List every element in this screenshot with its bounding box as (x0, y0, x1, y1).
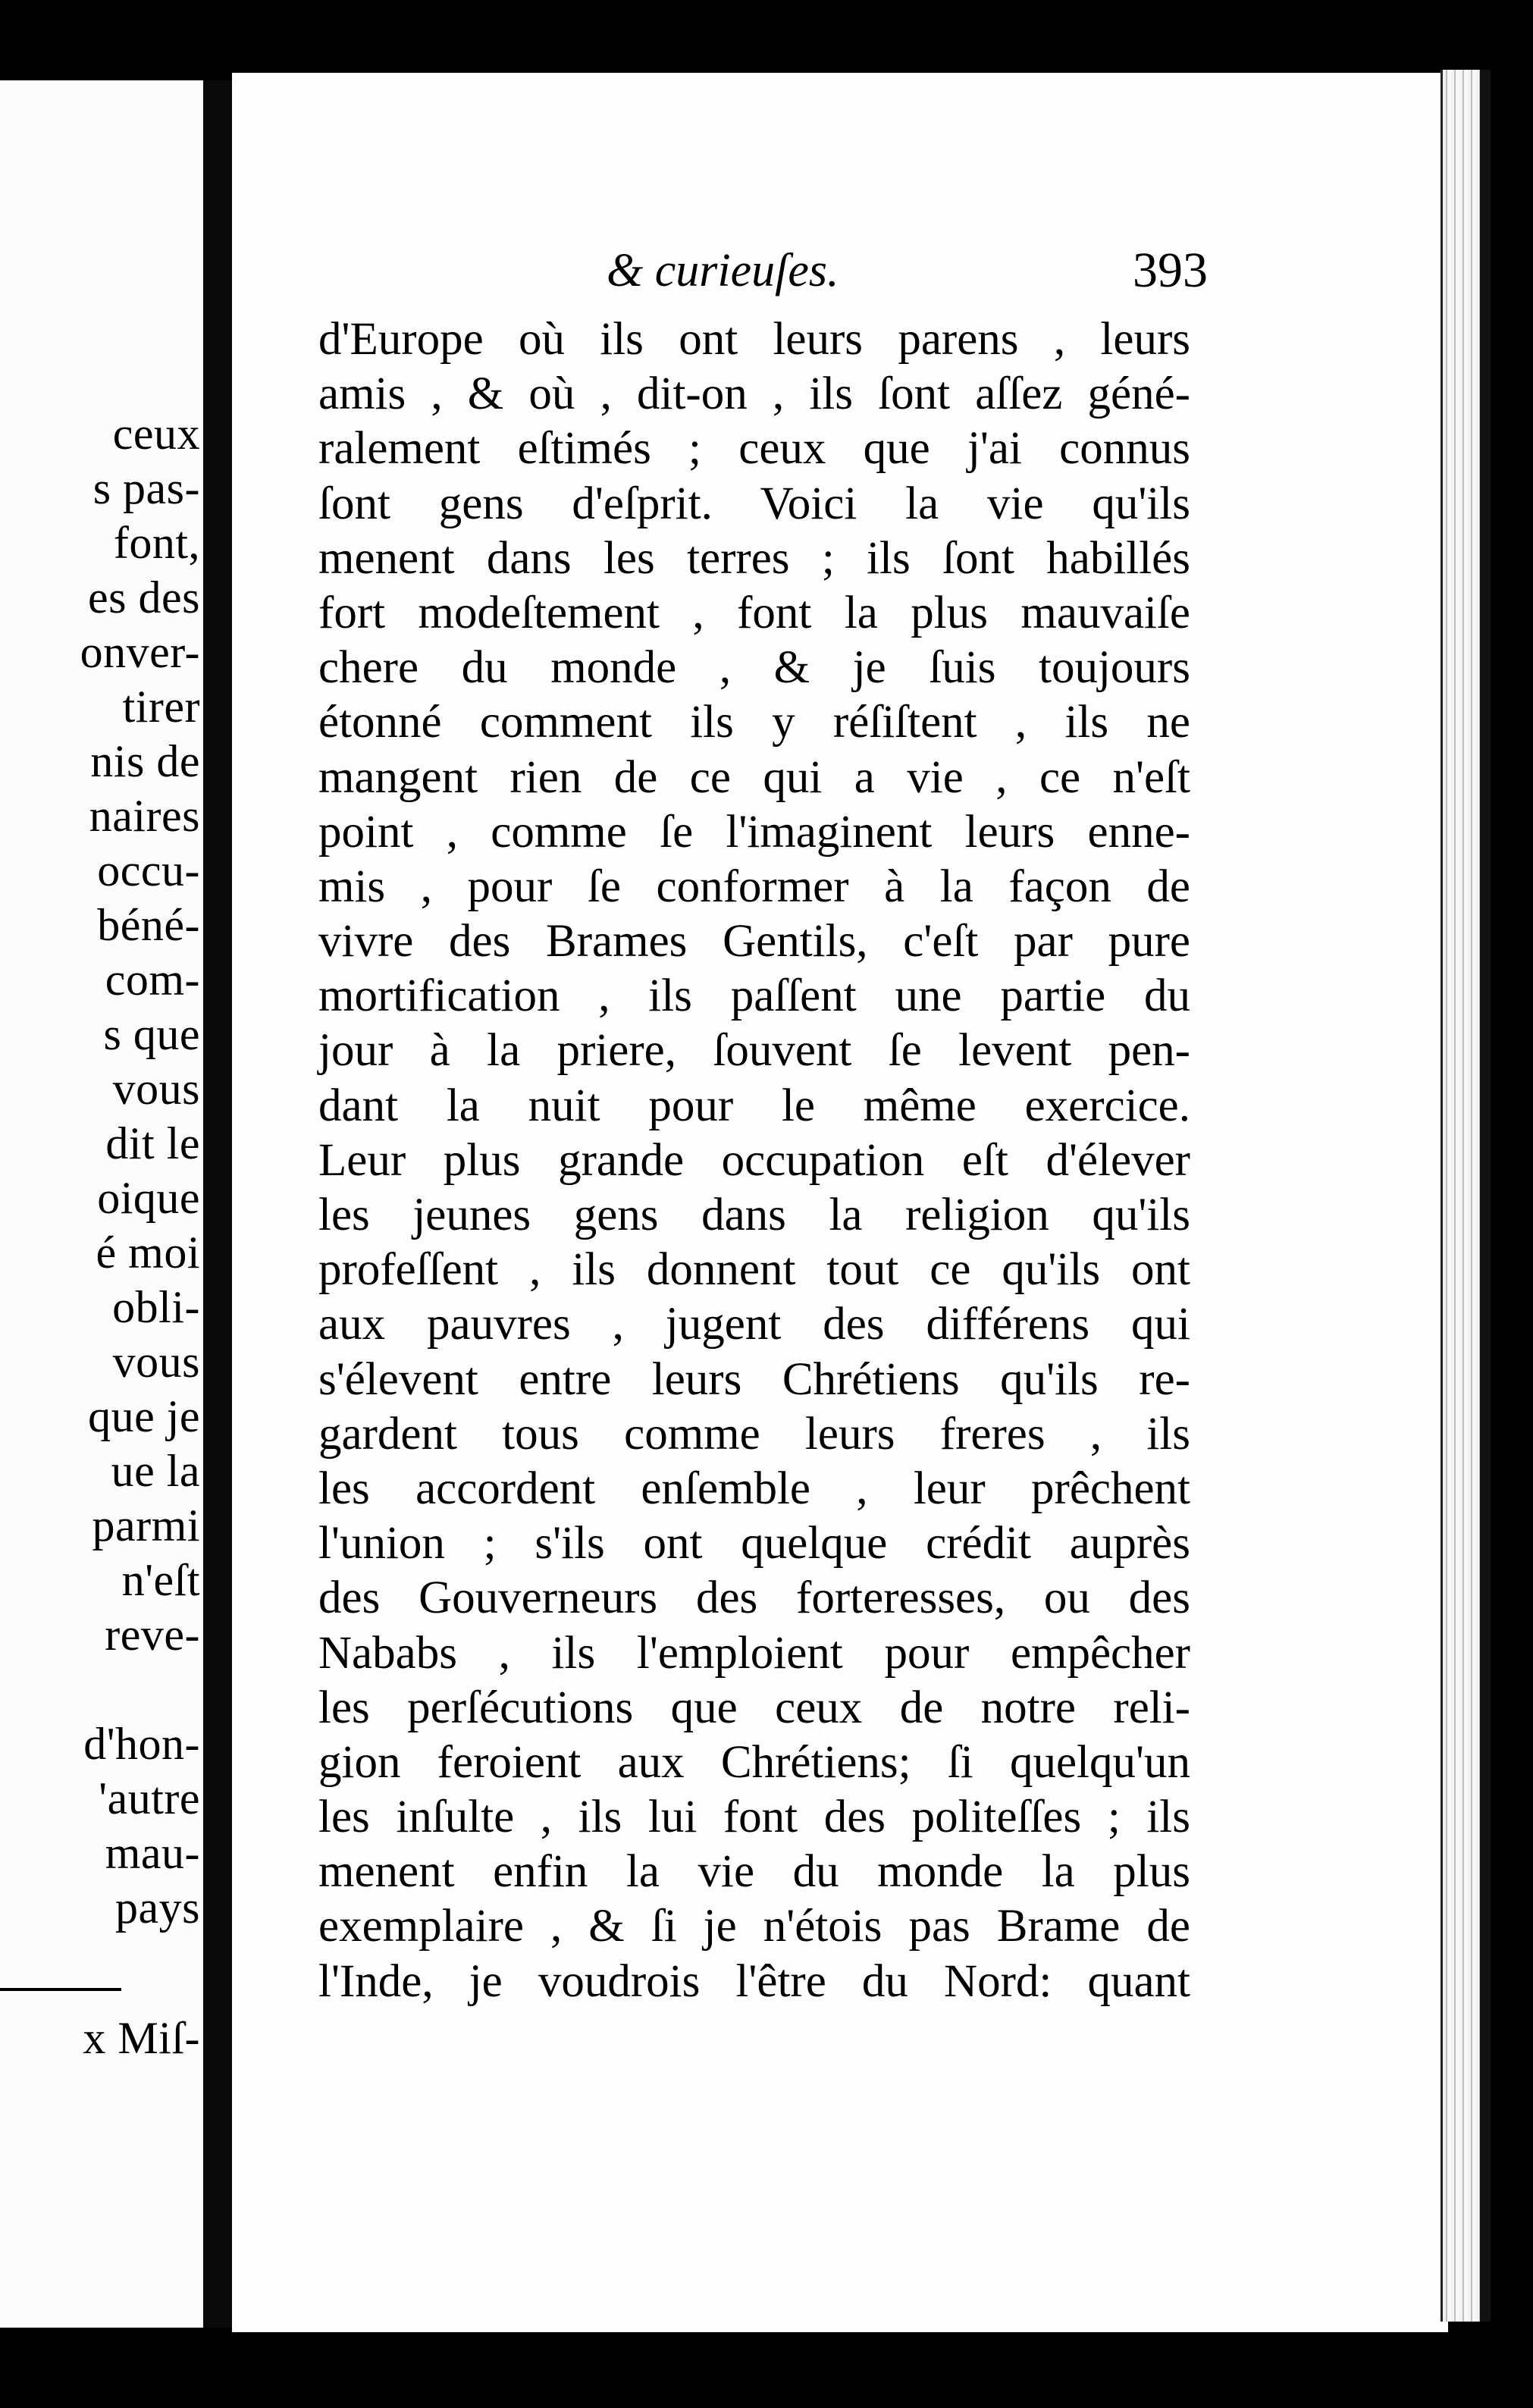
text-line: étonné comment ils y réſiſtent , ils ne (318, 697, 1190, 748)
text-line: mangent rien de ce qui a vie , ce n'eſt (318, 751, 1190, 803)
text-line: ſont gens d'eſprit. Voici la vie qu'ils (318, 478, 1190, 529)
text-line: gion feroient aux Chrétiens; ſi quelqu'un (318, 1736, 1190, 1788)
text-line: gardent tous comme leurs freres , ils (318, 1408, 1190, 1460)
text-line: les inſulte , ils lui font des politeſſes ; ils (318, 1792, 1190, 1843)
text-line: vivre des Brames Gentils, c'eſt par pure (318, 916, 1190, 967)
left-line: oique (97, 1173, 200, 1223)
book-gutter (203, 80, 232, 2328)
page-number: 393 (1133, 243, 1208, 298)
text-line: s'élevent entre leurs Chrétiens qu'ils re- (318, 1353, 1190, 1405)
left-line: é moi (96, 1228, 200, 1278)
running-head: & curieuſes. (607, 245, 839, 296)
left-line: onver- (80, 627, 200, 677)
text-line: point , comme ſe l'imaginent leurs enne- (318, 806, 1190, 858)
left-line: tirer (122, 682, 200, 732)
text-line: fort modeſtement , font la plus mauvaiſe (318, 587, 1190, 638)
left-line: ue la (111, 1446, 200, 1496)
text-line: d'Europe où ils ont leurs parens , leurs (318, 314, 1190, 365)
left-line: obli- (112, 1282, 200, 1332)
text-line: chere du monde , & je ſuis toujours (318, 642, 1190, 694)
left-line: n'eſt (121, 1555, 200, 1605)
left-line: parmi (92, 1500, 200, 1550)
body-text (318, 312, 1190, 2009)
left-line: s pas- (92, 463, 200, 513)
text-line: les accordent enſemble , leur prêchent (318, 1463, 1190, 1514)
text-line: Nababs , ils l'emploient pour empêcher (318, 1627, 1190, 1679)
text-line: menent dans les terres ; ils ſont habillés (318, 532, 1190, 584)
left-line: vous (112, 1064, 200, 1114)
left-line: com- (105, 955, 200, 1005)
left-line: vous (112, 1337, 200, 1387)
left-page-leaf (0, 80, 203, 2328)
page-edge-shadow (1480, 70, 1491, 2322)
left-line: que je (88, 1391, 200, 1441)
left-line: s que (103, 1009, 200, 1059)
text-line: menent enfin la vie du monde la plus (318, 1846, 1190, 1898)
left-line: es des (88, 572, 200, 622)
left-line: d'hon- (83, 1719, 200, 1769)
left-line: pays (115, 1883, 200, 1933)
text-line: des Gouverneurs des forteresses, ou des (318, 1572, 1190, 1624)
left-line: ceux (112, 409, 200, 459)
text-line: l'Inde, je voudrois l'être du Nord: quant (318, 1955, 1190, 2007)
left-line: mau- (105, 1828, 200, 1878)
left-line: béné- (97, 900, 200, 950)
text-line: Leur plus grande occupation eſt d'élever (318, 1134, 1190, 1186)
text-line: dant la nuit pour le même exercice. (318, 1080, 1190, 1131)
left-line: nis de (90, 736, 200, 786)
text-line: l'union ; s'ils ont quelque crédit auprès (318, 1518, 1190, 1569)
text-line: mortification , ils paſſent une partie du (318, 970, 1190, 1022)
left-line: naires (89, 791, 200, 841)
text-line: les jeunes gens dans la religion qu'ils (318, 1190, 1190, 1240)
left-page-footnote: x Miſ- (83, 2013, 200, 2063)
left-line: dit le (105, 1118, 200, 1168)
text-line: ralement eſtimés ; ceux que j'ai connus (318, 423, 1190, 475)
text-line: amis , & où , dit-on , ils ſont aſſez géné- (318, 368, 1190, 420)
left-line: occu- (97, 845, 200, 895)
left-line: 'autre (99, 1773, 200, 1823)
text-line: profeſſent , ils donnent tout ce qu'ils ont (318, 1244, 1190, 1296)
left-line: font, (113, 518, 200, 568)
text-line: aux pauvres , jugent des différens qui (318, 1299, 1190, 1350)
text-line: exemplaire , & ſi je n'étois pas Brame de (318, 1901, 1190, 1952)
left-line: reve- (105, 1610, 200, 1660)
text-line: jour à la priere, ſouvent ſe levent pen- (318, 1025, 1190, 1077)
text-line: mis , pour ſe conformer à la façon de (318, 861, 1190, 912)
footnote-rule (0, 1988, 121, 1991)
text-line: les perſécutions que ceux de notre reli- (318, 1682, 1190, 1733)
page-edges (1441, 70, 1482, 2322)
